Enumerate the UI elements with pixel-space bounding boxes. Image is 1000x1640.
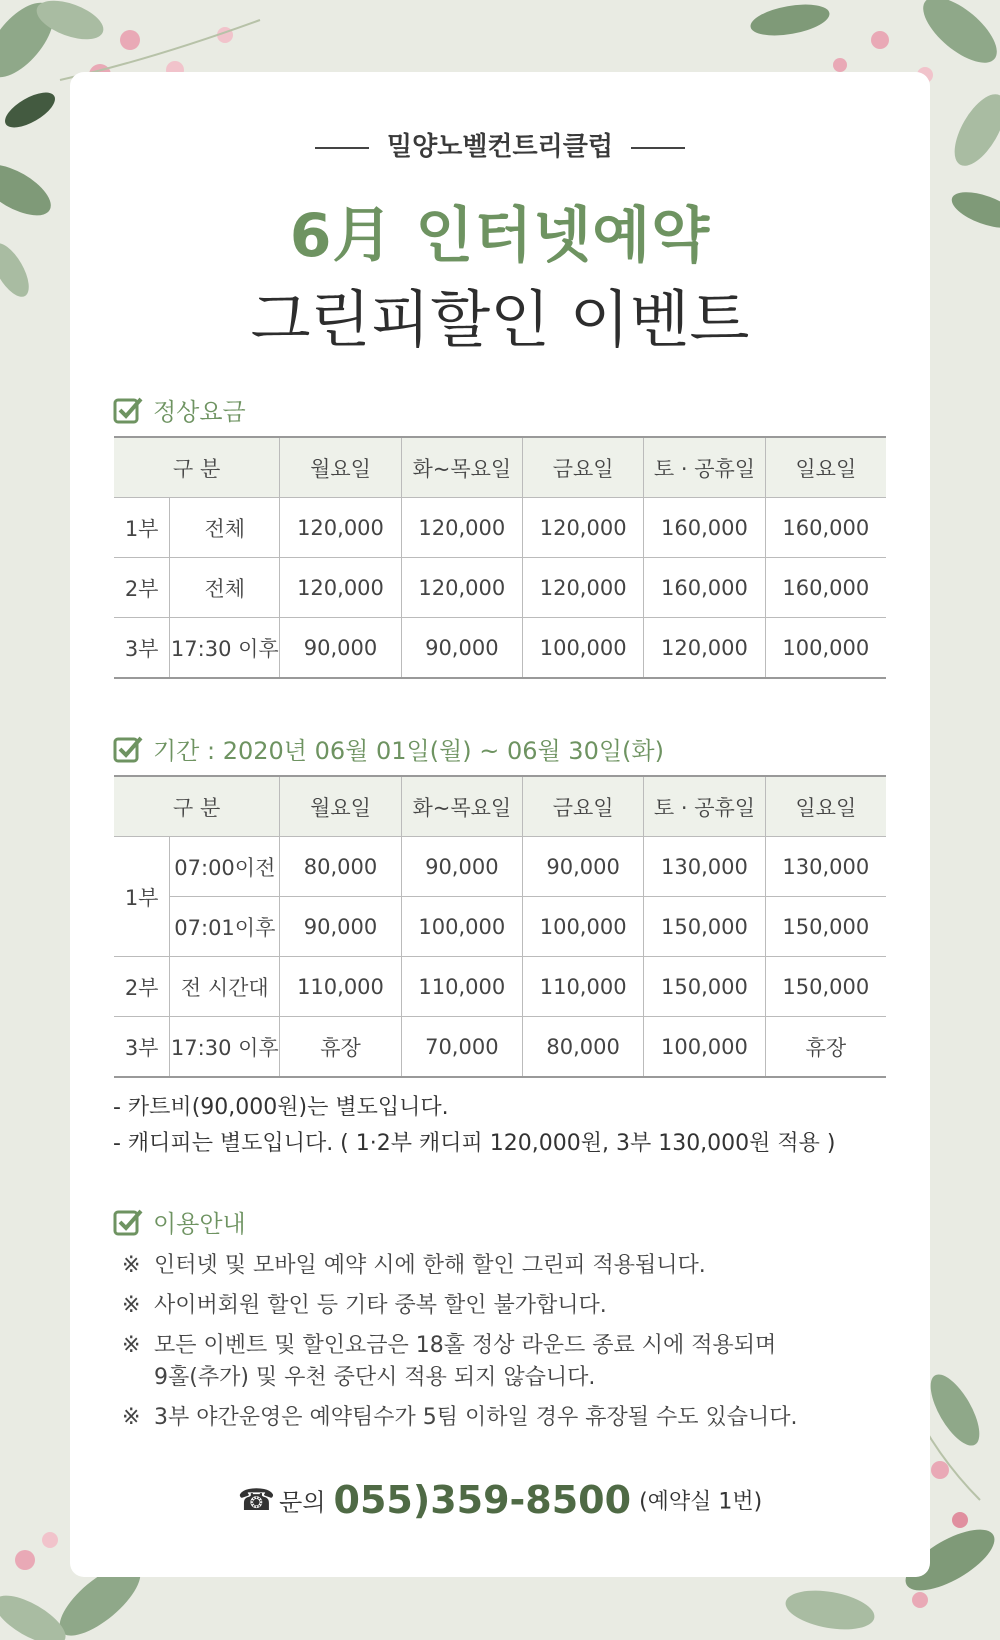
event-title-line2: 그린피할인 이벤트 <box>250 283 750 356</box>
event-period-heading <box>113 731 664 766</box>
list-item-text <box>154 1330 776 1394</box>
table-header-row <box>114 776 886 837</box>
contact-label: 문의 <box>279 1488 326 1517</box>
part-cell: 2부 <box>114 957 170 1017</box>
table-row <box>114 558 886 618</box>
usage-heading <box>113 1204 246 1239</box>
contact-info <box>0 1478 1000 1522</box>
price-cell: 110,000 <box>522 957 643 1017</box>
list-item <box>122 1394 798 1438</box>
part-cell: 1부 <box>114 498 170 558</box>
price-cell: 휴장 <box>280 1017 401 1078</box>
col-header: 화~목요일 <box>401 437 522 498</box>
col-header: 화~목요일 <box>401 776 522 837</box>
col-header: 일요일 <box>765 437 886 498</box>
list-item-text: 인터넷 및 모바일 예약 시에 한해 할인 그린피 적용됩니다. <box>154 1253 706 1278</box>
list-item <box>122 1286 798 1326</box>
price-cell: 110,000 <box>401 957 522 1017</box>
table-row <box>114 498 886 558</box>
reference-mark: ※ <box>122 1333 141 1358</box>
event-period-text: 기간 : 2020년 06월 01일(월) ~ 06월 30일(화) <box>153 737 664 765</box>
checkbox-icon <box>113 1208 143 1236</box>
table-row <box>114 837 886 897</box>
part-cell: 2부 <box>114 558 170 618</box>
list-item-text: 3부 야간운영은 예약팀수가 5팀 이하일 경우 휴장될 수도 있습니다. <box>154 1405 798 1430</box>
price-cell: 120,000 <box>401 558 522 618</box>
table-row <box>114 1017 886 1078</box>
col-header: 토 · 공휴일 <box>644 776 765 837</box>
list-item <box>122 1326 798 1394</box>
regular-fee-heading <box>113 392 246 427</box>
event-title-line1: 6月 인터넷예약 <box>289 201 711 271</box>
price-cell: 100,000 <box>522 618 643 679</box>
price-cell: 90,000 <box>522 837 643 897</box>
club-name <box>0 126 1000 163</box>
price-cell: 110,000 <box>280 957 401 1017</box>
usage-list <box>122 1246 798 1438</box>
regular-fee-heading-text: 정상요금 <box>153 398 246 426</box>
divider-right <box>631 147 685 149</box>
phone-number[interactable]: 055)359-8500 <box>333 1478 632 1522</box>
col-header: 일요일 <box>765 776 886 837</box>
time-cell: 전체 <box>170 498 280 558</box>
price-cell: 120,000 <box>644 618 765 679</box>
part-cell: 1부 <box>114 837 170 957</box>
fee-notes <box>113 1090 836 1162</box>
price-cell: 90,000 <box>401 618 522 679</box>
col-header: 구 분 <box>114 776 280 837</box>
price-cell: 80,000 <box>522 1017 643 1078</box>
list-item-text-line1: 모든 이벤트 및 할인요금은 18홀 정상 라운드 종료 시에 적용되며 <box>154 1333 777 1358</box>
reference-mark: ※ <box>122 1293 141 1318</box>
contact-extension: (예약실 1번) <box>639 1489 763 1515</box>
time-cell: 17:30 이후 <box>170 618 280 679</box>
price-cell: 120,000 <box>280 558 401 618</box>
price-cell: 120,000 <box>401 498 522 558</box>
price-cell: 150,000 <box>644 957 765 1017</box>
price-cell: 130,000 <box>765 837 886 897</box>
col-header: 금요일 <box>522 776 643 837</box>
price-cell: 160,000 <box>765 498 886 558</box>
divider-left <box>315 147 369 149</box>
time-cell: 07:01이후 <box>170 897 280 957</box>
price-cell: 90,000 <box>280 897 401 957</box>
price-cell: 120,000 <box>522 558 643 618</box>
price-cell: 100,000 <box>765 618 886 679</box>
reference-mark: ※ <box>122 1405 141 1430</box>
price-cell: 100,000 <box>401 897 522 957</box>
list-item-text: 사이버회원 할인 등 기타 중복 할인 불가합니다. <box>154 1293 607 1318</box>
price-cell: 150,000 <box>644 897 765 957</box>
table-row <box>114 618 886 679</box>
price-cell: 100,000 <box>644 1017 765 1078</box>
time-cell: 전 시간대 <box>170 957 280 1017</box>
col-header: 구 분 <box>114 437 280 498</box>
part-cell: 3부 <box>114 618 170 679</box>
reference-mark: ※ <box>122 1253 141 1278</box>
price-cell: 130,000 <box>644 837 765 897</box>
price-cell: 휴장 <box>765 1017 886 1078</box>
price-cell: 160,000 <box>644 558 765 618</box>
price-cell: 90,000 <box>280 618 401 679</box>
price-cell: 70,000 <box>401 1017 522 1078</box>
price-cell: 150,000 <box>765 897 886 957</box>
telephone-icon: ☎ <box>237 1482 276 1518</box>
list-item-text-line2: 9홀(추가) 및 우천 중단시 적용 되지 않습니다. <box>154 1365 596 1390</box>
usage-heading-text: 이용안내 <box>153 1210 246 1238</box>
club-name-text: 밀양노벨컨트리클럽 <box>386 132 614 162</box>
time-cell: 07:00이전 <box>170 837 280 897</box>
price-cell: 120,000 <box>522 498 643 558</box>
price-cell: 90,000 <box>401 837 522 897</box>
time-cell: 전체 <box>170 558 280 618</box>
col-header: 토 · 공휴일 <box>644 437 765 498</box>
part-cell: 3부 <box>114 1017 170 1078</box>
col-header: 월요일 <box>280 437 401 498</box>
table-row <box>114 897 886 957</box>
price-cell: 160,000 <box>644 498 765 558</box>
price-cell: 160,000 <box>765 558 886 618</box>
checkbox-icon <box>113 735 143 763</box>
col-header: 월요일 <box>280 776 401 837</box>
regular-fee-table <box>114 436 886 679</box>
event-fee-table <box>114 775 886 1078</box>
note-line: - 카트비(90,000원)는 별도입니다. <box>113 1095 449 1120</box>
col-header: 금요일 <box>522 437 643 498</box>
price-cell: 100,000 <box>522 897 643 957</box>
list-item <box>122 1246 798 1286</box>
time-cell: 17:30 이후 <box>170 1017 280 1078</box>
price-cell: 120,000 <box>280 498 401 558</box>
table-row <box>114 957 886 1017</box>
checkbox-icon <box>113 396 143 424</box>
price-cell: 80,000 <box>280 837 401 897</box>
note-line: - 캐디피는 별도입니다. ( 1·2부 캐디피 120,000원, 3부 130,000원 적용 ) <box>113 1131 836 1156</box>
table-header-row <box>114 437 886 498</box>
price-cell: 150,000 <box>765 957 886 1017</box>
